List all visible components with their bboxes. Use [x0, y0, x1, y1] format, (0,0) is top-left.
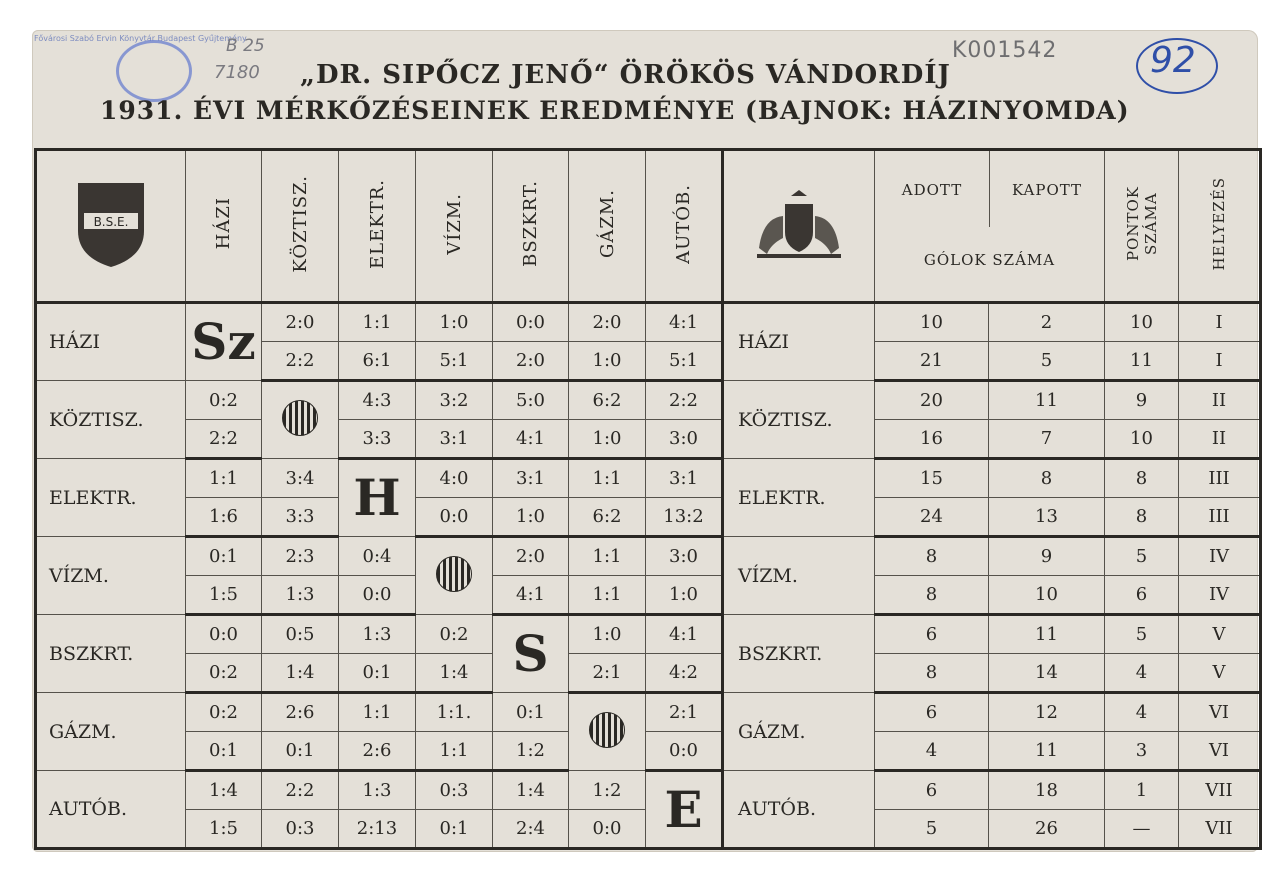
score-cell: 3:4 [262, 459, 339, 498]
diagonal-letter: H [353, 468, 401, 527]
goals-against-cell: 26 [989, 810, 1105, 849]
table-row [36, 381, 1261, 420]
score-cell: 1:5 [186, 810, 262, 849]
col-autob: AUTÓB. [646, 150, 723, 303]
score-cell: 1:1 [339, 693, 416, 732]
points-header: PONTOK SZÁMA [1105, 150, 1179, 303]
score-cell: 1:0 [569, 420, 646, 459]
goals-against-cell: 2 [989, 303, 1105, 342]
diagonal-letter: S [512, 624, 549, 683]
library-stamp [116, 40, 192, 102]
goals-for-cell: 8 [875, 576, 989, 615]
score-cell: 2:0 [493, 537, 569, 576]
goals-for-cell: 15 [875, 459, 989, 498]
col-elektr: ELEKTR. [339, 150, 416, 303]
title-line-2: 1931. ÉVI MÉRKŐZÉSEINEK EREDMÉNYE (BAJNOK: HÁZINYOMDA) [100, 96, 1130, 125]
score-cell: 2:2 [646, 381, 723, 420]
row-team-label: HÁZI [36, 303, 186, 381]
score-cell: 0:1 [262, 732, 339, 771]
score-cell: 0:3 [262, 810, 339, 849]
inventory-number: K001542 [952, 38, 1058, 63]
goals-against-cell: 11 [989, 615, 1105, 654]
score-cell: 1:1 [186, 459, 262, 498]
points-cell: 10 [1105, 420, 1179, 459]
points-cell: 10 [1105, 303, 1179, 342]
goals-count-header: GÓLOK SZÁMA [923, 251, 1056, 269]
score-cell: 1:0 [493, 498, 569, 537]
diagonal-letter: E [664, 779, 703, 839]
score-cell: 6:2 [569, 381, 646, 420]
points-cell: 11 [1105, 342, 1179, 381]
score-cell: 1:1 [569, 459, 646, 498]
score-cell: 2:1 [646, 693, 723, 732]
score-cell: 0:2 [186, 654, 262, 693]
title-line-1: „DR. SIPŐCZ JENŐ“ ÖRÖKÖS VÁNDORDÍJ [300, 60, 951, 90]
hatched-circle-icon [436, 556, 472, 592]
score-cell: 3:1 [416, 420, 493, 459]
placement-cell: IV [1179, 537, 1261, 576]
diagonal-cell [416, 537, 493, 615]
score-cell: 3:1 [646, 459, 723, 498]
table-row [36, 654, 1261, 693]
score-cell: 1:4 [262, 654, 339, 693]
col-koztisz: KÖZTISZ. [262, 150, 339, 303]
score-cell: 4:1 [646, 615, 723, 654]
score-cell: 1:0 [646, 576, 723, 615]
score-cell: 0:0 [569, 810, 646, 849]
placement-cell: III [1179, 459, 1261, 498]
points-cell: 8 [1105, 459, 1179, 498]
goals-against-cell: 14 [989, 654, 1105, 693]
coat-of-arms-cell [723, 150, 875, 303]
table-row [36, 498, 1261, 537]
placement-cell: I [1179, 303, 1261, 342]
points-cell: — [1105, 810, 1179, 849]
hatched-circle-icon [589, 712, 625, 748]
table-row [36, 576, 1261, 615]
row-team-label: VÍZM. [36, 537, 186, 615]
diagonal-cell [569, 693, 646, 771]
score-cell: 0:2 [186, 381, 262, 420]
score-cell: 1:3 [339, 615, 416, 654]
table-row [36, 537, 1261, 576]
score-cell: 2:6 [339, 732, 416, 771]
table-row [36, 732, 1261, 771]
score-cell: 3:2 [416, 381, 493, 420]
pencil-note-2: 7180 [214, 62, 260, 83]
summary-team-label: HÁZI [723, 303, 875, 381]
logo-letters: B.S.E. [93, 214, 129, 229]
col-bszkrt: BSZKRT. [493, 150, 569, 303]
score-cell: 3:1 [493, 459, 569, 498]
score-cell: 1:0 [569, 615, 646, 654]
score-cell: 1:0 [416, 303, 493, 342]
points-cell: 4 [1105, 693, 1179, 732]
placement-cell: I [1179, 342, 1261, 381]
score-cell: 1:3 [262, 576, 339, 615]
bse-shield-icon [72, 179, 150, 269]
placement-cell: V [1179, 615, 1261, 654]
placement-cell: VI [1179, 732, 1261, 771]
diagonal-letter: Sz [191, 312, 256, 371]
col-vizm: VÍZM. [416, 150, 493, 303]
logo-cell [36, 150, 186, 303]
goals-header [875, 150, 1105, 303]
score-cell: 3:0 [646, 537, 723, 576]
score-cell: 0:0 [186, 615, 262, 654]
goals-for-cell: 5 [875, 810, 989, 849]
summary-team-label: BSZKRT. [723, 615, 875, 693]
score-cell: 1:4 [493, 771, 569, 810]
score-cell: 1:1. [416, 693, 493, 732]
score-cell: 13:2 [646, 498, 723, 537]
score-cell: 1:5 [186, 576, 262, 615]
goals-against-cell: 9 [989, 537, 1105, 576]
points-cell: 6 [1105, 576, 1179, 615]
score-cell: 2:3 [262, 537, 339, 576]
score-cell: 5:1 [416, 342, 493, 381]
score-cell: 2:2 [186, 420, 262, 459]
score-cell: 2:2 [262, 342, 339, 381]
goals-for-header: ADOTT [875, 151, 990, 227]
table-row [36, 303, 1261, 342]
score-cell: 2:0 [569, 303, 646, 342]
goals-against-header: KAPOTT [1011, 181, 1083, 199]
summary-team-label: AUTÓB. [723, 771, 875, 849]
points-cell: 4 [1105, 654, 1179, 693]
score-cell: 4:3 [339, 381, 416, 420]
points-cell: 9 [1105, 381, 1179, 420]
score-cell: 0:0 [339, 576, 416, 615]
score-cell: 1:2 [569, 771, 646, 810]
score-cell: 4:2 [646, 654, 723, 693]
goals-for-cell: 6 [875, 693, 989, 732]
points-cell: 8 [1105, 498, 1179, 537]
points-cell: 5 [1105, 615, 1179, 654]
header-row [36, 150, 1261, 303]
score-cell: 6:1 [339, 342, 416, 381]
table-row [36, 420, 1261, 459]
score-cell: 2:0 [262, 303, 339, 342]
score-cell: 3:3 [339, 420, 416, 459]
row-team-label: BSZKRT. [36, 615, 186, 693]
table-row [36, 693, 1261, 732]
score-cell: 2:13 [339, 810, 416, 849]
placement-cell: IV [1179, 576, 1261, 615]
page-number: 92 [1150, 40, 1196, 81]
score-cell: 0:3 [416, 771, 493, 810]
diagonal-cell [493, 615, 569, 693]
points-cell: 1 [1105, 771, 1179, 810]
col-hazi: HÁZI [186, 150, 262, 303]
score-cell: 1:1 [569, 576, 646, 615]
goals-against-cell: 10 [989, 576, 1105, 615]
goals-for-cell: 4 [875, 732, 989, 771]
diagonal-cell [646, 771, 723, 849]
score-cell: 0:1 [416, 810, 493, 849]
score-cell: 1:6 [186, 498, 262, 537]
placement-cell: II [1179, 381, 1261, 420]
placement-cell: V [1179, 654, 1261, 693]
score-cell: 0:0 [416, 498, 493, 537]
placement-cell: VII [1179, 810, 1261, 849]
score-cell: 4:1 [493, 576, 569, 615]
score-cell: 3:3 [262, 498, 339, 537]
goals-against-cell: 12 [989, 693, 1105, 732]
score-cell: 0:1 [339, 654, 416, 693]
score-cell: 0:1 [493, 693, 569, 732]
score-cell: 0:1 [186, 537, 262, 576]
goals-for-cell: 21 [875, 342, 989, 381]
score-cell: 0:0 [493, 303, 569, 342]
goals-against-cell: 8 [989, 459, 1105, 498]
goals-against-cell: 11 [989, 381, 1105, 420]
score-cell: 2:4 [493, 810, 569, 849]
goals-for-cell: 8 [875, 537, 989, 576]
score-cell: 1:3 [339, 771, 416, 810]
goals-against-cell: 18 [989, 771, 1105, 810]
goals-for-cell: 6 [875, 615, 989, 654]
score-cell: 0:4 [339, 537, 416, 576]
pencil-note-1: B 25 [226, 36, 265, 56]
goals-against-cell: 11 [989, 732, 1105, 771]
score-cell: 4:0 [416, 459, 493, 498]
row-team-label: ELEKTR. [36, 459, 186, 537]
goals-for-cell: 8 [875, 654, 989, 693]
table-row [36, 615, 1261, 654]
row-team-label: KÖZTISZ. [36, 381, 186, 459]
goals-against-cell: 13 [989, 498, 1105, 537]
placement-cell: II [1179, 420, 1261, 459]
col-gazm: GÁZM. [569, 150, 646, 303]
score-cell: 0:1 [186, 732, 262, 771]
goals-for-cell: 10 [875, 303, 989, 342]
placement-cell: VI [1179, 693, 1261, 732]
score-cell: 1:1 [339, 303, 416, 342]
goals-for-cell: 16 [875, 420, 989, 459]
score-cell: 0:0 [646, 732, 723, 771]
score-cell: 0:2 [416, 615, 493, 654]
score-cell: 2:0 [493, 342, 569, 381]
diagonal-cell [339, 459, 416, 537]
score-cell: 5:1 [646, 342, 723, 381]
score-cell: 1:1 [569, 537, 646, 576]
results-table [34, 148, 1262, 850]
score-cell: 4:1 [646, 303, 723, 342]
score-cell: 1:4 [186, 771, 262, 810]
goals-for-cell: 20 [875, 381, 989, 420]
placement-cell: III [1179, 498, 1261, 537]
goals-against-cell: 5 [989, 342, 1105, 381]
goals-against-cell: 7 [989, 420, 1105, 459]
score-cell: 1:0 [569, 342, 646, 381]
score-cell: 5:0 [493, 381, 569, 420]
placement-header: HELYEZÉS [1179, 150, 1261, 303]
table-row [36, 459, 1261, 498]
goals-for-cell: 6 [875, 771, 989, 810]
score-cell: 2:1 [569, 654, 646, 693]
score-cell: 3:0 [646, 420, 723, 459]
score-cell: 2:6 [262, 693, 339, 732]
row-team-label: GÁZM. [36, 693, 186, 771]
library-stamp-text: Fővárosi Szabó Ervin Könyvtár Budapest Gyűjtemény [34, 34, 247, 43]
score-cell: 1:4 [416, 654, 493, 693]
score-cell: 2:2 [262, 771, 339, 810]
placement-cell: VII [1179, 771, 1261, 810]
row-team-label: AUTÓB. [36, 771, 186, 849]
score-cell: 1:1 [416, 732, 493, 771]
diagonal-cell [186, 303, 262, 381]
summary-team-label: VÍZM. [723, 537, 875, 615]
score-cell: 0:2 [186, 693, 262, 732]
diagonal-cell [262, 381, 339, 459]
score-cell: 4:1 [493, 420, 569, 459]
coat-of-arms-icon [749, 188, 849, 260]
score-cell: 1:2 [493, 732, 569, 771]
hatched-circle-icon [282, 400, 318, 436]
points-cell: 3 [1105, 732, 1179, 771]
goals-for-cell: 24 [875, 498, 989, 537]
summary-team-label: GÁZM. [723, 693, 875, 771]
score-cell: 6:2 [569, 498, 646, 537]
points-cell: 5 [1105, 537, 1179, 576]
score-cell: 0:5 [262, 615, 339, 654]
table-row [36, 771, 1261, 810]
summary-team-label: ELEKTR. [723, 459, 875, 537]
summary-team-label: KÖZTISZ. [723, 381, 875, 459]
